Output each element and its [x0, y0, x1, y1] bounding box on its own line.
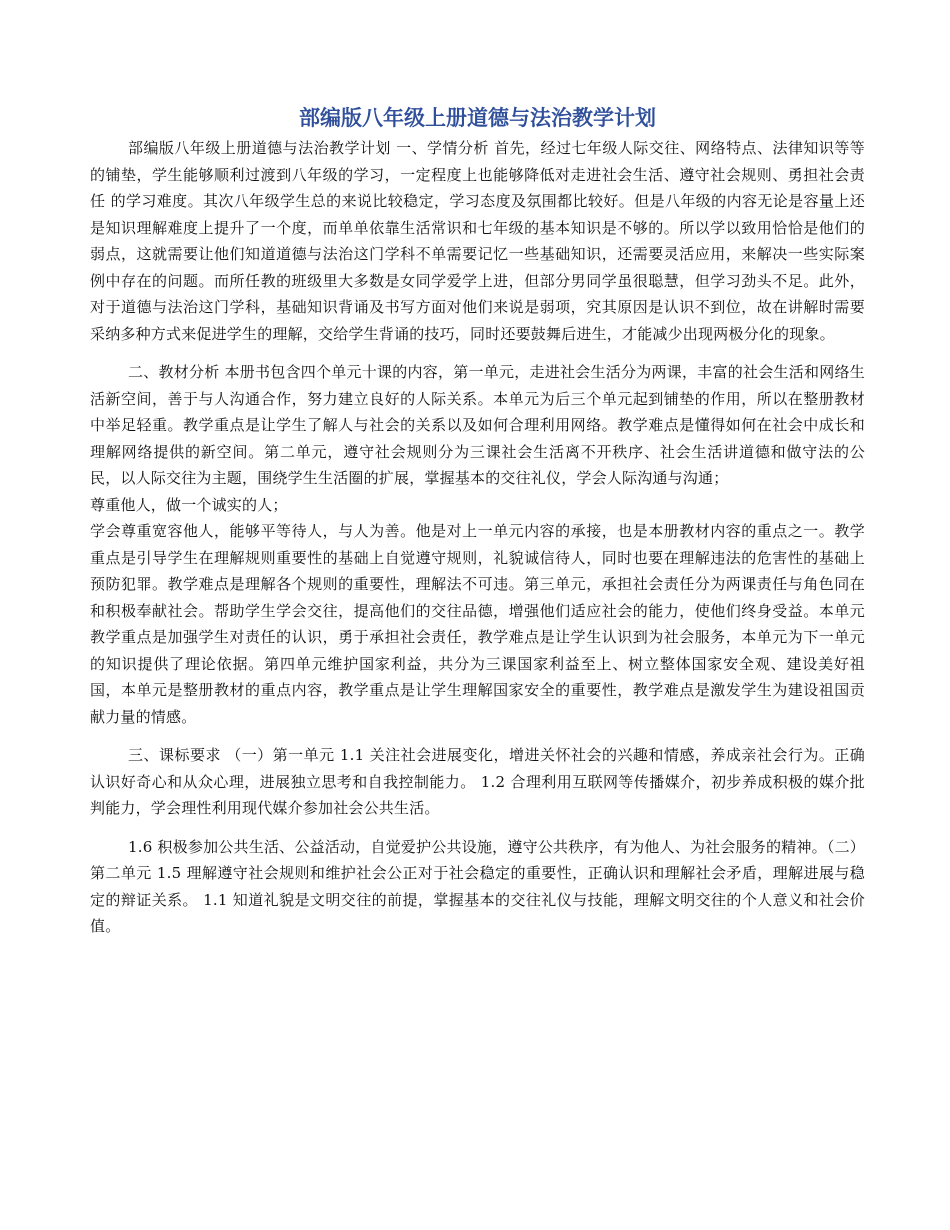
- document-title: 部编版八年级上册道德与法治教学计划: [299, 106, 656, 130]
- document-page: [90, 103, 865, 940]
- paragraph-curriculum-continued: 1.6 积极参加公共生活、公益活动，自觉爱护公共设施，遵守公共秩序，有为他人、为社会服务的精神。（二）第二单元 1.5 理解遵守社会规则和维护社会公正对于社会稳定的重要性，正确认识和理解社会矛盾，理解进展与稳定的辩证关系。 1.1 知道礼貌是文明交往的前提，掌握基本的交往礼仪与技能，理解文明交往的个人意义和社会价值。: [90, 837, 865, 935]
- paragraph-textbook-analysis: 二、教材分析 本册书包含四个单元十课的内容，第一单元，走进社会生活分为两课，丰富的社会生活和网络生活新空间，善于与人沟通合作，努力建立良好的人际关系。本单元为后三个单元起到铺垫的作用，所以在整册教材中举足轻重。教学重点是让学生了解人与社会的关系以及如何合理利用网络。教学难点是懂得如何在社会中成长和理解网络提供的新空间。第二单元，遵守社会规则分为三课社会生活离不开秩序、社会生活讲道德和做守法的公民，以人际交往为主题，围绕学生生活圈的扩展，掌握基本的交往礼仪，学会人际沟通与沟通；: [90, 363, 865, 487]
- paragraph-tolerance: 学会尊重宽容他人，能够平等待人，与人为善。他是对上一单元内容的承接，也是本册教材内容的重点之一。教学重点是引导学生在理解规则重要性的基础上自觉遵守规则，礼貌诚信待人，同时也要在理解违法的危害性的基础上预防犯罪。教学难点是理解各个规则的重要性，理解法不可违。第三单元，承担社会责任分为两课责任与角色同在和积极奉献社会。帮助学生学会交往，提高他们的交往品德，增强他们适应社会的能力，使他们终身受益。本单元教学重点是加强学生对责任的认识，勇于承担社会责任，教学难点是让学生认识到为社会服务，本单元为下一单元的知识提供了理论依据。第四单元维护国家利益，共分为三课国家利益至上、树立整体国家安全观、建设美好祖国，本单元是整册教材的重点内容，教学重点是让学生理解国家安全的重要性，教学难点是激发学生为建设祖国贡献力量的情感。: [90, 522, 865, 726]
- paragraph-curriculum-requirements: 三、课标要求 （一）第一单元 1.1 关注社会进展变化，增进关怀社会的兴趣和情感，养成亲社会行为。正确认识好奇心和从众心理，进展独立思考和自我控制能力。 1.2 合理利用互联网等传播媒介，初步养成积极的媒介批判能力，学会理性利用现代媒介参加社会公共生活。: [90, 746, 865, 817]
- paragraph-learning-analysis: 部编版八年级上册道德与法治教学计划 一、学情分析 首先，经过七年级人际交往、网络特点、法律知识等等的铺垫，学生能够顺利过渡到八年级的学习，一定程度上也能够降低对走进社会生活、遵守社会规则、勇担社会责任 的学习难度。其次八年级学生总的来说比较稳定，学习态度及氛围都比较好。但是八年级的内容无论是容量上还是知识理解难度上提升了一个度，而单单依靠生活常识和七年级的基本知识是不够的。所以学以致用恰恰是他们的弱点，这就需要让他们知道道德与法治这门学科不单需要记忆一些基础知识，还需要灵活应用，来解决一些实际案例中存在的问题。而所任教的班级里大多数是女同学爱学上进，但部分男同学虽很聪慧，但学习劲头不足。此外，对于道德与法治这门学科，基础知识背诵及书写方面对他们来说是弱项，究其原因是认识不到位，故在讲解时需要采纳多种方式来促进学生的理解，交给学生背诵的技巧，同时还要鼓舞后进生，才能减少出现两极分化的现象。: [90, 139, 865, 343]
- paragraph-respect-others: 尊重他人，做一个诚实的人；: [90, 495, 288, 514]
